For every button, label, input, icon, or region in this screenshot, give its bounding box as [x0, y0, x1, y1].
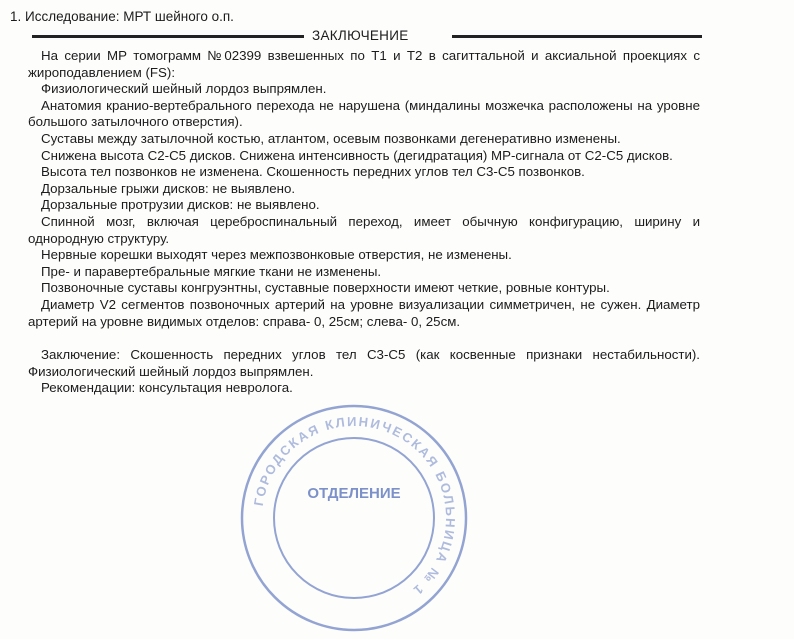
recommendation-paragraph: Рекомендации: консультация невролога. — [41, 380, 293, 396]
stamp-center-text: ОТДЕЛЕНИЕ — [307, 485, 401, 502]
finding-paragraph: Снижена высота С2-С5 дисков. Снижена интенсивность (дегидратация) МР-сигнала от С2-С5 дисков. — [41, 147, 673, 163]
finding-paragraph: Высота тел позвонков не изменена. Скошенность передних углов тел С3-С5 позвонков. — [41, 164, 585, 180]
divider-line-left — [32, 35, 304, 38]
finding-paragraph: Нервные корешки выходят через межпозвонковые отверстия, не изменены. — [41, 247, 512, 263]
finding-paragraph: Спинной мозг, включая цереброспинальный переход, имеет обычную конфигурацию, ширину и однородную структуру. — [28, 213, 700, 246]
divider-line-right — [452, 35, 702, 38]
finding-paragraph: Суставы между затылочной костью, атлантом, осевым позвонками дегенеративно изменены. — [41, 130, 621, 146]
stamp-inner-ring — [274, 438, 434, 598]
finding-paragraph: Дорзальные протрузии дисков: не выявлено. — [41, 197, 320, 213]
section-divider — [32, 30, 702, 44]
report-body — [28, 48, 700, 397]
stamp-seal — [238, 402, 470, 634]
finding-paragraph: Физиологический шейный лордоз выпрямлен. — [41, 81, 327, 97]
finding-paragraph: На серии МР томограмм №02399 взвешенных по Т1 и Т2 в сагиттальной и аксиальной проекциях с жироподавлением (FS): — [28, 48, 700, 80]
finding-paragraph: Позвоночные суставы конгруэнтны, суставные поверхности имеют четкие, ровные контуры. — [41, 280, 610, 296]
conclusion-paragraph: Заключение: Скошенность передних углов тел С3-С5 (как косвенные признаки нестабильности). Физиологический шейный лордоз выпрямлен. — [28, 347, 700, 379]
official-stamp — [238, 402, 470, 634]
paragraph-spacer — [28, 330, 700, 347]
finding-paragraph: Диаметр V2 сегментов позвоночных артерий на уровне визуализации симметричен, не сужен. Диаметр артерий на уровне видимых отделов: справа- 0, 25см; слева- 0, 25см. — [28, 296, 700, 329]
stamp-ring-text: ГОРОДСКАЯ КЛИНИЧЕСКАЯ БОЛЬНИЦА № 1 — [250, 413, 459, 600]
study-title: 1. Исследование: МРТ шейного о.п. — [10, 9, 234, 24]
finding-paragraph: Пре- и паравертебральные мягкие ткани не изменены. — [41, 263, 382, 279]
section-title: ЗАКЛЮЧЕНИЕ — [312, 28, 409, 43]
finding-paragraph: Дорзальные грыжи дисков: не выявлено. — [41, 180, 296, 196]
finding-paragraph: Анатомия кранио-вертебрального перехода не нарушена (миндалины мозжечка расположены на уровне большого затылочного отверстия). — [28, 97, 700, 130]
stamp-outer-ring — [242, 406, 466, 630]
